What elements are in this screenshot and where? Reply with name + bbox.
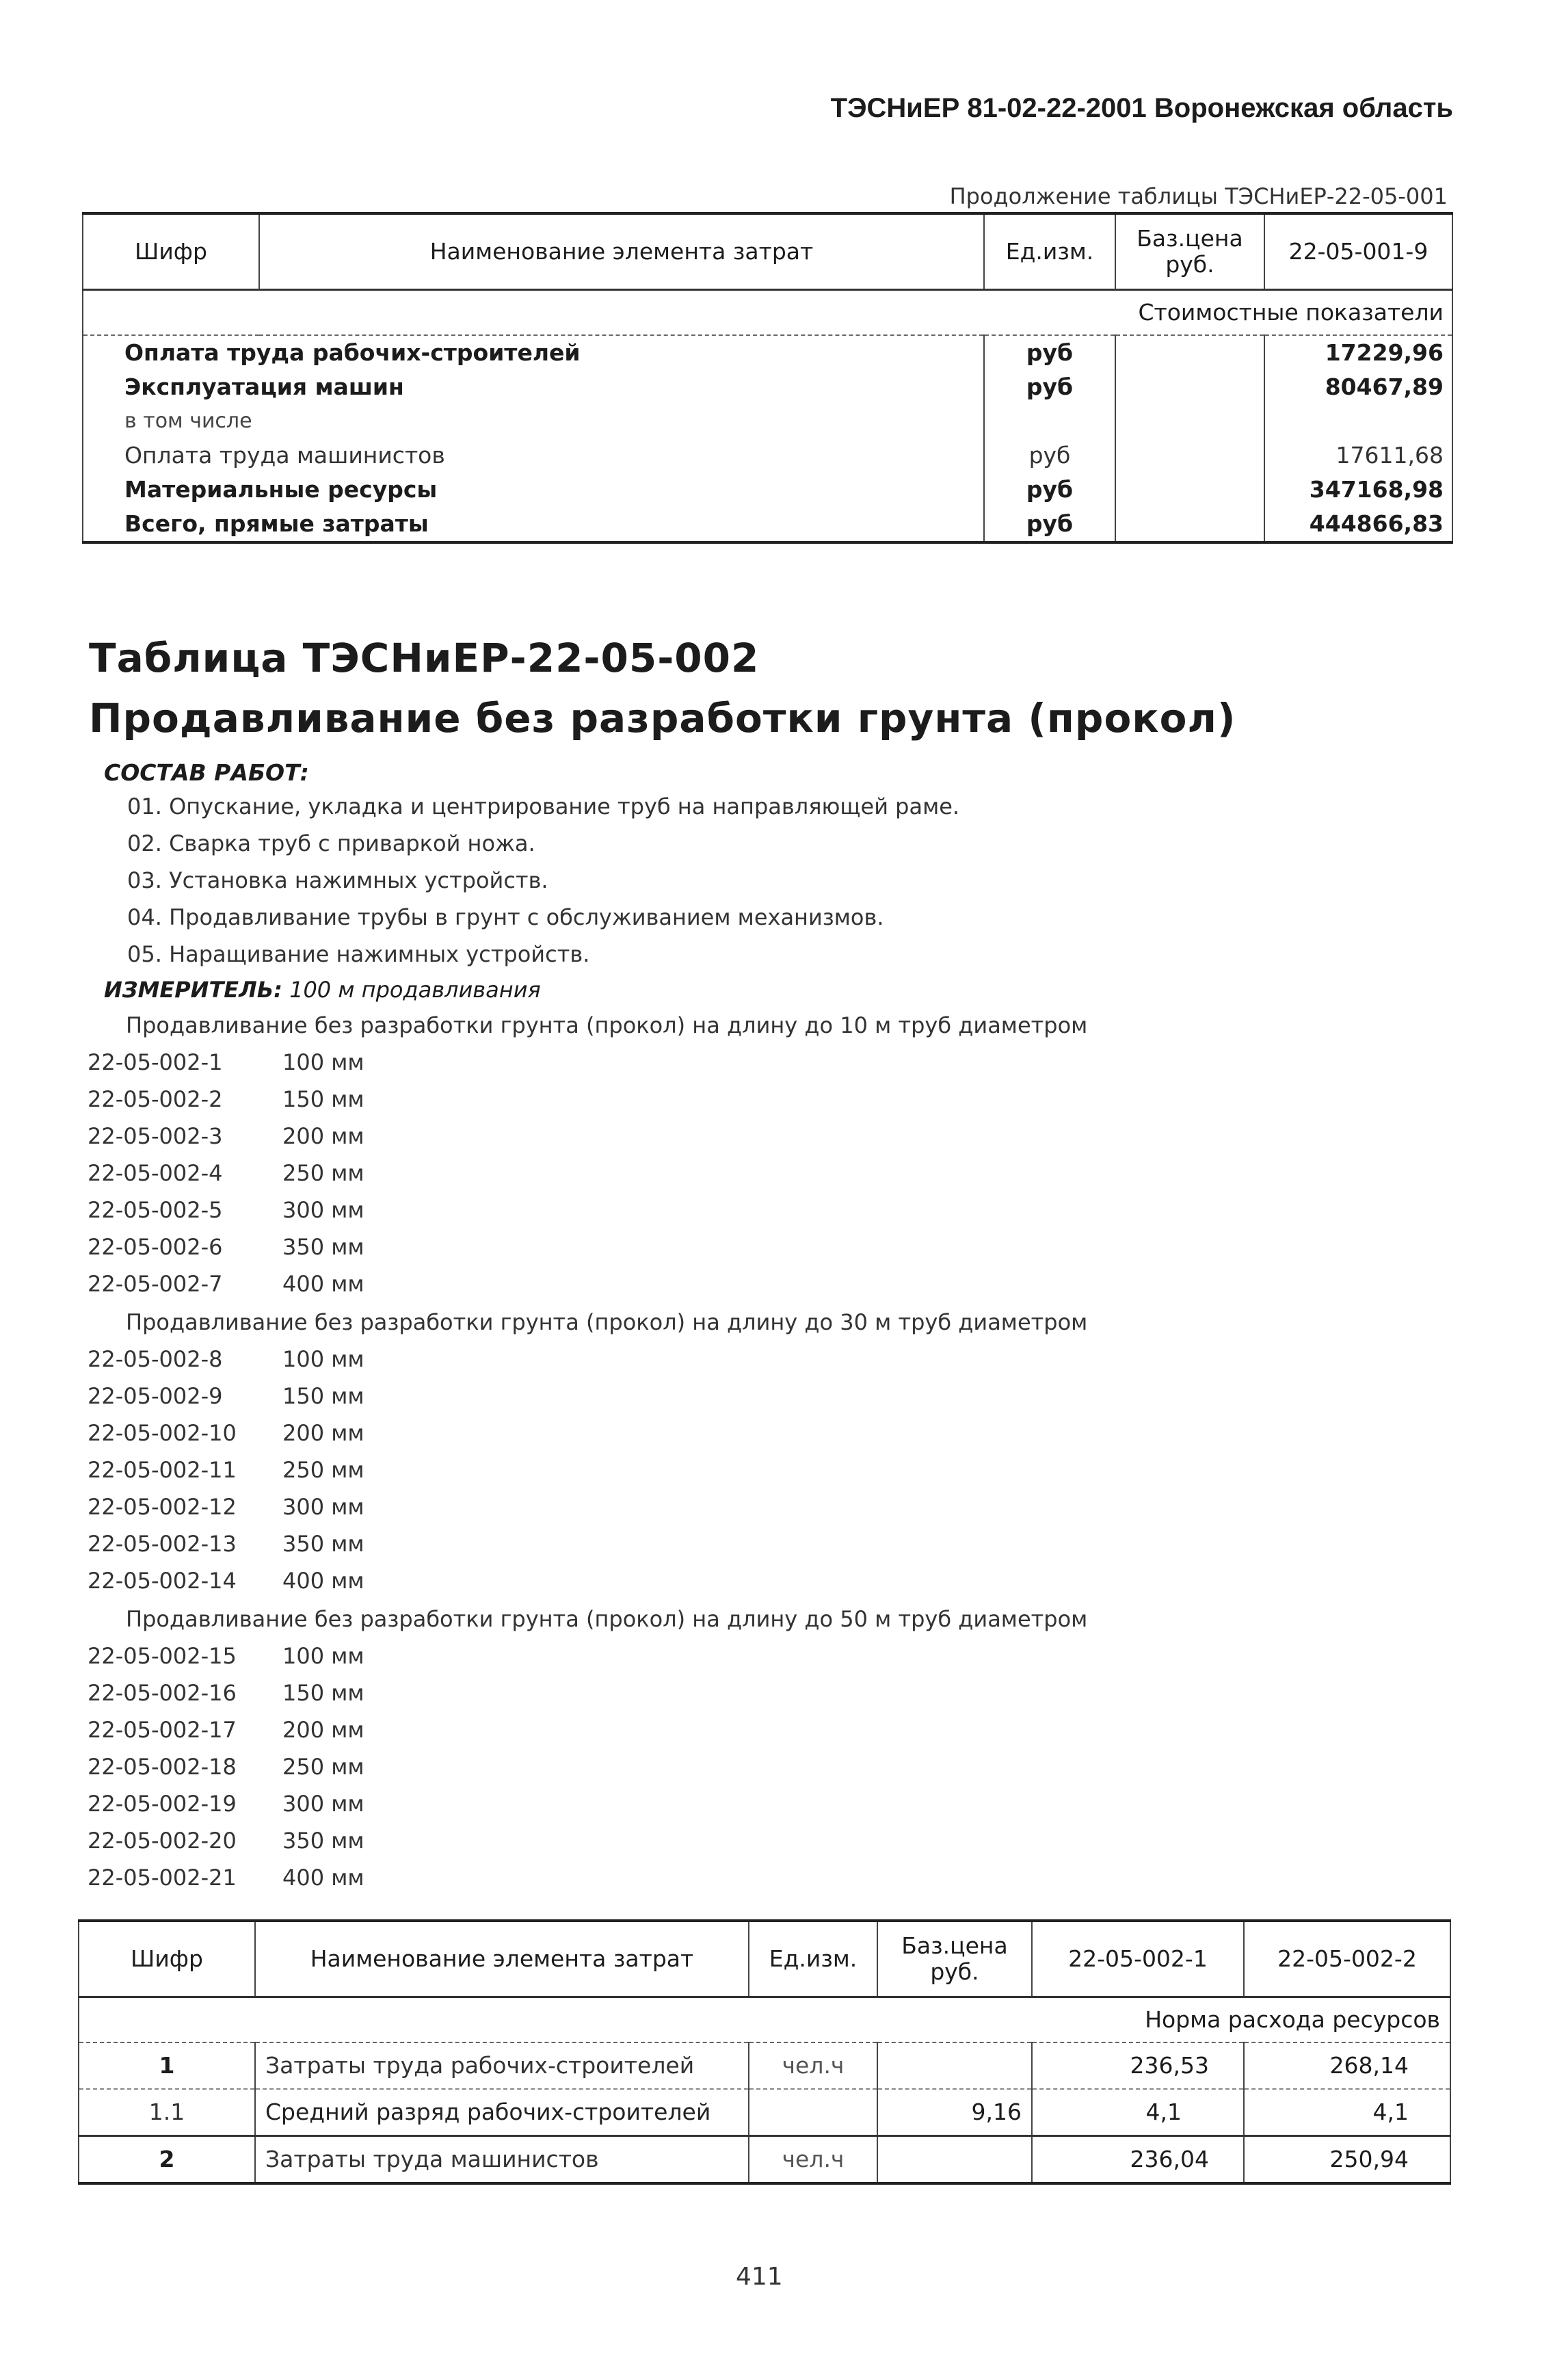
resource-table (78, 1919, 1451, 2185)
list-item (88, 1383, 364, 1420)
row-price (1115, 335, 1264, 370)
row-code: 22-05-002-12 (88, 1494, 237, 1520)
work-item: 03. Установка нажимных устройств. (127, 867, 548, 893)
row-value-1: 4,1 (1032, 2089, 1244, 2136)
row-price (1115, 438, 1264, 473)
row-unit: руб (984, 335, 1115, 370)
table-title: Таблица ТЭСНиЕР-22-05-002 (89, 635, 760, 681)
row-size: 150 мм (282, 1680, 364, 1706)
work-item: 04. Продавливание трубы в грунт с обслуживанием механизмов. (127, 904, 884, 930)
group-title: Продавливание без разработки грунта (прокол) на длину до 30 м труб диаметром (126, 1309, 1088, 1335)
row-name: Оплата труда рабочих-строителей (83, 335, 984, 370)
measure-value: 100 м продавливания (289, 977, 541, 1003)
list-item (88, 1754, 364, 1791)
row-code: 22-05-002-3 (88, 1123, 223, 1149)
work-item: 01. Опускание, укладка и центрирование труб на направляющей раме. (127, 793, 960, 819)
th-name: Наименование элемента затрат (255, 1921, 749, 1997)
row-value (1264, 404, 1452, 438)
list-item (88, 1568, 364, 1605)
row-code: 22-05-002-9 (88, 1383, 223, 1409)
group-title: Продавливание без разработки грунта (прокол) на длину до 50 м труб диаметром (126, 1606, 1088, 1632)
page-number: 411 (736, 2263, 783, 2291)
row-code: 22-05-002-5 (88, 1197, 223, 1223)
row-unit: руб (984, 507, 1115, 542)
row-price (1115, 370, 1264, 404)
row-value: 17229,96 (1264, 335, 1452, 370)
row-name: Средний разряд рабочих-строителей (255, 2089, 749, 2136)
row-name: Эксплуатация машин (83, 370, 984, 404)
row-code: 22-05-002-16 (88, 1680, 237, 1706)
row-size: 150 мм (282, 1383, 364, 1409)
list-item (88, 1160, 364, 1197)
row-code: 22-05-002-18 (88, 1754, 237, 1780)
row-price (877, 2042, 1032, 2089)
table-row (83, 370, 1452, 404)
table-subtitle: Продавливание без разработки грунта (прокол) (89, 695, 1236, 741)
row-unit (749, 2089, 877, 2136)
table-row (79, 2136, 1450, 2184)
table1-caption: Продолжение таблицы ТЭСНиЕР-22-05-001 (949, 183, 1448, 209)
work-item: 02. Сварка труб с приваркой ножа. (127, 830, 535, 856)
row-value-2: 4,1 (1244, 2089, 1450, 2136)
section-label: Норма расхода ресурсов (79, 1997, 1450, 2043)
row-code: 22-05-002-10 (88, 1420, 237, 1446)
th-code-value: 22-05-001-9 (1264, 213, 1452, 290)
table2-section-row (79, 1997, 1450, 2043)
row-value-1: 236,53 (1032, 2042, 1244, 2089)
list-item (88, 1271, 364, 1308)
row-code: 1.1 (79, 2089, 255, 2136)
row-unit: чел.ч (749, 2136, 877, 2184)
table-row (83, 404, 1452, 438)
row-unit: чел.ч (749, 2042, 877, 2089)
list-item (88, 1717, 364, 1754)
row-value: 347168,98 (1264, 473, 1452, 507)
row-size: 300 мм (282, 1197, 364, 1223)
row-unit: руб (984, 473, 1115, 507)
list-item (88, 1346, 364, 1383)
th-code: Шифр (79, 1921, 255, 1997)
row-size: 100 мм (282, 1346, 364, 1372)
row-code: 22-05-002-13 (88, 1531, 237, 1557)
list-item (88, 1531, 364, 1568)
row-code: 1 (79, 2042, 255, 2089)
list-item (88, 1123, 364, 1160)
row-size: 100 мм (282, 1643, 364, 1669)
row-price: 9,16 (877, 2089, 1032, 2136)
row-value-2: 268,14 (1244, 2042, 1450, 2089)
row-price (1115, 473, 1264, 507)
list-item (88, 1643, 364, 1680)
row-name: Материальные ресурсы (83, 473, 984, 507)
row-value-1: 236,04 (1032, 2136, 1244, 2184)
row-unit: руб (984, 438, 1115, 473)
table2-header-row (79, 1921, 1450, 1997)
table-row (83, 507, 1452, 542)
row-size: 250 мм (282, 1160, 364, 1186)
section-label: Стоимостные показатели (83, 290, 1452, 336)
row-size: 100 мм (282, 1049, 364, 1075)
row-size: 200 мм (282, 1420, 364, 1446)
row-code: 22-05-002-11 (88, 1457, 237, 1483)
row-code: 22-05-002-20 (88, 1828, 237, 1854)
row-code: 22-05-002-1 (88, 1049, 223, 1075)
list-item (88, 1049, 364, 1086)
th-code: Шифр (83, 213, 259, 290)
list-item (88, 1865, 364, 1902)
row-size: 250 мм (282, 1457, 364, 1483)
th-unit: Ед.изм. (984, 213, 1115, 290)
list-item (88, 1680, 364, 1717)
row-name: Затраты труда рабочих-строителей (255, 2042, 749, 2089)
row-size: 250 мм (282, 1754, 364, 1780)
work-item: 05. Наращивание нажимных устройств. (127, 941, 590, 967)
row-code: 22-05-002-8 (88, 1346, 223, 1372)
measure-line (104, 977, 541, 1003)
row-code: 22-05-002-21 (88, 1865, 237, 1891)
row-value: 444866,83 (1264, 507, 1452, 542)
row-value: 17611,68 (1264, 438, 1452, 473)
table-row (83, 335, 1452, 370)
row-name: Затраты труда машинистов (255, 2136, 749, 2184)
table-row (79, 2089, 1450, 2136)
list-item (88, 1197, 364, 1234)
page-header: ТЭСНиЕР 81-02-22-2001 Воронежская область (830, 93, 1453, 123)
row-value-2: 250,94 (1244, 2136, 1450, 2184)
row-code: 22-05-002-6 (88, 1234, 223, 1260)
list-item (88, 1791, 364, 1828)
list-item (88, 1457, 364, 1494)
table-row (83, 438, 1452, 473)
list-item (88, 1828, 364, 1865)
row-code: 22-05-002-2 (88, 1086, 223, 1112)
th-code-value-2: 22-05-002-2 (1244, 1921, 1450, 1997)
th-unit: Ед.изм. (749, 1921, 877, 1997)
row-size: 300 мм (282, 1494, 364, 1520)
row-price (1115, 404, 1264, 438)
list-item (88, 1234, 364, 1271)
table-row (79, 2042, 1450, 2089)
row-code: 22-05-002-19 (88, 1791, 237, 1817)
table1-header-row (83, 213, 1452, 290)
list-item (88, 1494, 364, 1531)
row-code: 22-05-002-4 (88, 1160, 223, 1186)
th-price: Баз.цена руб. (1115, 213, 1264, 290)
row-size: 350 мм (282, 1234, 364, 1260)
works-label: СОСТАВ РАБОТ: (104, 759, 309, 786)
row-size: 350 мм (282, 1531, 364, 1557)
table-row (83, 473, 1452, 507)
row-unit: руб (984, 370, 1115, 404)
row-code: 22-05-002-14 (88, 1568, 237, 1594)
group-title: Продавливание без разработки грунта (прокол) на длину до 10 м труб диаметром (126, 1012, 1088, 1038)
row-name: Оплата труда машинистов (83, 438, 984, 473)
row-name: Всего, прямые затраты (83, 507, 984, 542)
row-unit (984, 404, 1115, 438)
row-code: 2 (79, 2136, 255, 2184)
th-price: Баз.цена руб. (877, 1921, 1032, 1997)
row-price (1115, 507, 1264, 542)
row-code: 22-05-002-7 (88, 1271, 223, 1297)
row-size: 300 мм (282, 1791, 364, 1817)
th-code-value-1: 22-05-002-1 (1032, 1921, 1244, 1997)
row-size: 400 мм (282, 1271, 364, 1297)
row-size: 400 мм (282, 1865, 364, 1891)
row-value: 80467,89 (1264, 370, 1452, 404)
table1-section-row (83, 290, 1452, 336)
row-price (877, 2136, 1032, 2184)
list-item (88, 1086, 364, 1123)
row-size: 200 мм (282, 1717, 364, 1743)
row-size: 350 мм (282, 1828, 364, 1854)
row-size: 200 мм (282, 1123, 364, 1149)
row-size: 400 мм (282, 1568, 364, 1594)
row-size: 150 мм (282, 1086, 364, 1112)
th-name: Наименование элемента затрат (259, 213, 984, 290)
cost-table (82, 212, 1453, 544)
row-name: в том числе (83, 404, 984, 438)
list-item (88, 1420, 364, 1457)
row-code: 22-05-002-15 (88, 1643, 237, 1669)
row-code: 22-05-002-17 (88, 1717, 237, 1743)
measure-label: ИЗМЕРИТЕЛЬ: (104, 977, 282, 1003)
